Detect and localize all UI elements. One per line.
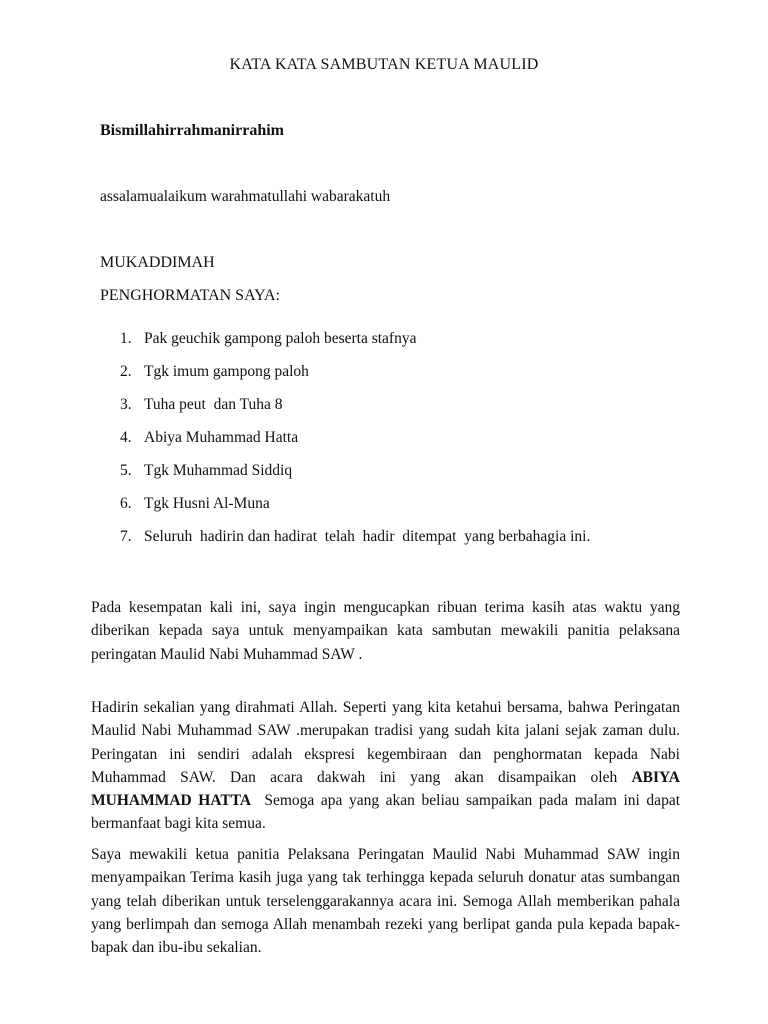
list-item-text: Pak geuchik gampong paloh beserta stafnya	[144, 330, 417, 347]
list-item-number: 2.	[120, 363, 132, 380]
list-item-text: Tgk Muhammad Siddiq	[144, 462, 293, 479]
list-item-text: Tgk Husni Al-Muna	[144, 495, 270, 512]
list-item-number: 1.	[120, 330, 132, 347]
list-item-number: 6.	[120, 495, 132, 512]
paragraph-tradition-text: Hadirin sekalian yang dirahmati Allah. Seperti yang kita ketahui bersama, bahwa Peringatan Maulid Nabi Muhammad SAW .merupakan tradisi yang sudah kita jalani sejak zaman dulu. Peringatan ini sendiri adalah ekspresi kegembiraan dan penghormatan kepada Nabi Muhammad SAW. Dan acara dakwah ini yang akan disampaikan oleh	[91, 699, 680, 786]
list-item-number: 3.	[120, 396, 132, 413]
speaker-name: ABIYA MUHAMMAD HATTA	[91, 768, 680, 810]
penghormatan-heading: PENGHORMATAN SAYA:	[100, 287, 280, 304]
list-item-text: Tuha peut dan Tuha 8	[144, 396, 283, 413]
document-title: KATA KATA SAMBUTAN KETUA MAULID	[229, 56, 539, 73]
mukaddimah-heading: MUKADDIMAH	[100, 254, 215, 271]
list-item-number: 5.	[120, 462, 132, 479]
paragraph-tradition	[91, 696, 684, 836]
paragraph-donors: Saya mewakili ketua panitia Pelaksana Peringatan Maulid Nabi Muhammad SAW ingin menyampaikan Terima kasih juga yang tak terhingga kepada seluruh donatur atas sumbangan yang telah diberikan untuk terselenggarakannya acara ini. Semoga Allah memberikan pahala yang berlimpah dan semoga Allah menambah rezeki yang berlipat ganda pula kepada bapak-bapak dan ibu-ibu sekalian.	[91, 846, 680, 957]
list-item-text: Tgk imum gampong paloh	[144, 363, 309, 380]
greeting-line: assalamualaikum warahmatullahi wabarakatuh	[100, 188, 391, 205]
list-item-number: 4.	[120, 429, 132, 446]
bismillah-heading: Bismillahirrahmanirrahim	[100, 122, 284, 139]
list-item-number: 7.	[120, 528, 132, 545]
list-item-text: Abiya Muhammad Hatta	[144, 429, 299, 446]
paragraph-thanks: Pada kesempatan kali ini, saya ingin mengucapkan ribuan terima kasih atas waktu yang diberikan kepada saya untuk menyampaikan kata sambutan mewakili panitia pelaksana peringatan Maulid Nabi Muhammad SAW .	[91, 599, 680, 663]
list-item-text: Seluruh hadirin dan hadirat telah hadir ditempat yang berbahagia ini.	[144, 528, 591, 545]
paragraph-tradition-closing: Semoga apa yang akan beliau sampaikan pada malam ini dapat bermanfaat bagi kita semua.	[91, 792, 684, 833]
